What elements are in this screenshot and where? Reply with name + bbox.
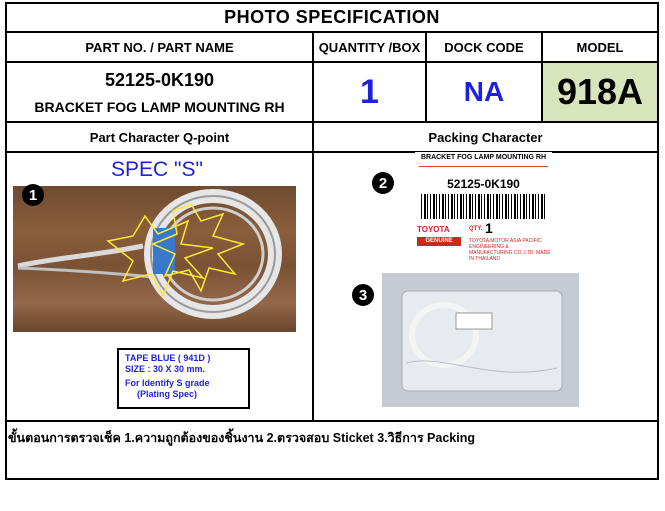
inspection-steps: ขั้นตอนการตรวจเช็ค 1.ความถูกต้องของชิ้นงาน 2.ตรวจสอบ Sticket 3.วิธีการ Packing	[8, 431, 475, 445]
sticker-maker: TOYOTA MOTOR ASIA PACIFIC ENGINEERING & MANUFACTURING CO.,LTD. MADE IN THAILAND	[469, 238, 551, 262]
tape-note	[117, 348, 250, 409]
packing-photo	[382, 273, 579, 407]
model-cell	[543, 63, 657, 121]
header-dock-code: DOCK CODE	[444, 39, 524, 55]
badge-2: 2	[372, 172, 394, 194]
genuine-parts-badge: GENUINE PARTS	[417, 237, 461, 246]
packed-bag-drawing	[382, 273, 579, 407]
tape-line-2: SIZE : 30 X 30 mm.	[125, 364, 206, 374]
header-model: MODEL	[576, 39, 624, 55]
header-quantity: QUANTITY /BOX	[318, 39, 421, 55]
part-cell	[7, 63, 312, 121]
part-number: 52125-0K190	[104, 69, 215, 90]
sheet-title: PHOTO SPECIFICATION	[224, 7, 440, 27]
part-photo	[13, 186, 296, 332]
part-name: BRACKET FOG LAMP MOUNTING RH	[34, 98, 285, 115]
quantity-value: 1	[360, 72, 379, 111]
tape-line-1: TAPE BLUE ( 941D )	[125, 353, 211, 363]
badge-1: 1	[22, 184, 44, 206]
header-part: PART NO. / PART NAME	[85, 39, 234, 55]
tape-line-4: (Plating Spec)	[137, 389, 198, 399]
sticker-part-number: 52125-0K190	[447, 177, 520, 191]
sticker-title: BRACKET FOG LAMP MOUNTING RH	[420, 154, 547, 161]
tape-line-3: For Identify S grade	[125, 378, 210, 388]
spec-caption: SPEC "S"	[111, 158, 203, 181]
divider	[7, 151, 657, 153]
bracket-drawing	[13, 186, 296, 332]
section-part-character: Part Character Q-point	[89, 129, 230, 145]
model-value: 918A	[556, 71, 644, 112]
barcode	[421, 194, 546, 219]
part-sticker	[415, 152, 552, 262]
divider	[7, 420, 657, 422]
sticker-qty-label: QTY.	[469, 226, 483, 232]
sticker-qty: 1	[485, 220, 493, 236]
sticker-rule	[419, 166, 548, 167]
toyota-logo: TOYOTA	[417, 225, 450, 234]
badge-3: 3	[352, 284, 374, 306]
section-packing-character: Packing Character	[428, 129, 543, 145]
dock-code-value: NA	[463, 76, 505, 107]
